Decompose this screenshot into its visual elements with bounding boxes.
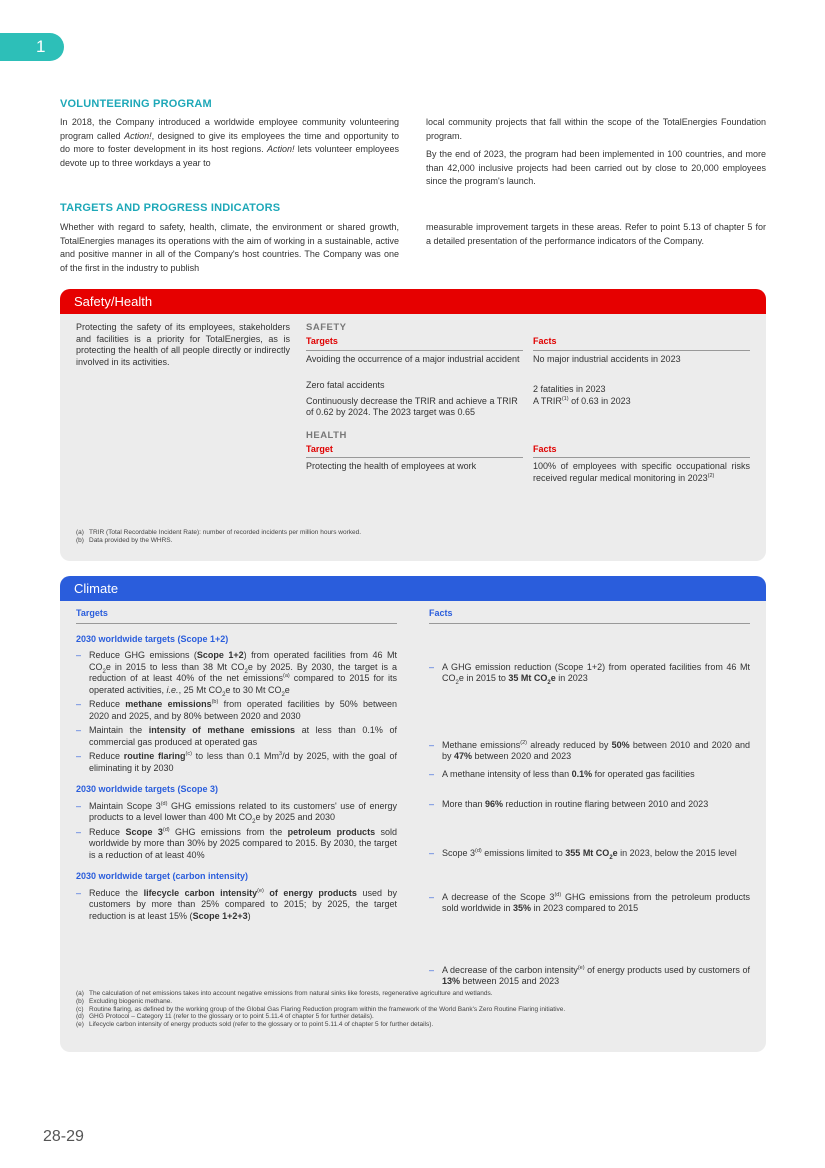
climate-facts-column — [429, 608, 750, 991]
safety-facts-header: Facts — [533, 336, 750, 351]
volunteering-right-paragraph-2: By the end of 2023, the program had been implemented in 100 countries, and more than 42,000 inclusive projects had been carried out by close to 20,000 employees since the program's launch. — [426, 149, 766, 186]
targets-right-paragraph: measurable improvement targets in these areas. Refer to point 5.13 of chapter 5 for a detailed presentation of the performance indicators of the Company. — [426, 222, 766, 246]
list-item: – Reduce Scope 3$^{(d)}$ GHG emissions from the petroleum products sold worldwide by more than 30% by 2025 compared to 2015. By 2030, the target is a reduction of at least 40% — [76, 826, 397, 860]
climate-box — [60, 576, 766, 1052]
climate-footnotes — [76, 990, 565, 1029]
safety-health-table — [306, 322, 751, 484]
page-number: 28-29 — [43, 1128, 84, 1145]
climate-title: Climate — [74, 581, 119, 596]
climate-subheading: 2030 worldwide targets (Scope 3) — [76, 784, 219, 794]
footnote: (a) The calculation of net emissions takes into account negative emissions from natural sinks like forests, regenerative agriculture and wetlands. — [76, 990, 493, 997]
safety-target-cell: Continuously decrease the TRIR and achieve a TRIR of 0.62 by 2024. The 2023 target was 0.65 — [306, 395, 518, 417]
health-header-row — [306, 444, 751, 462]
table-row — [306, 380, 751, 396]
volunteering-left-paragraph: In 2018, the Company introduced a worldwide employee community volunteering program called Action!, designed to give its employees the time and opportunity to do more to foster development in its host regions. Action! lets volunteer employees devote up to three workdays a year to — [60, 117, 399, 168]
health-fact-cell: 100% of employees with specific occupational risks received regular medical monitoring in 2023$^{(2)}$ — [533, 461, 750, 483]
safety-fact-cell: A TRIR$^{(1)}$ of 0.63 in 2023 — [533, 395, 631, 406]
list-item: – A methane intensity of less than 0.1% for operated gas facilities — [429, 768, 695, 779]
climate-targets-header: Targets — [76, 608, 397, 624]
climate-targets-column — [76, 608, 397, 925]
safety-health-title: Safety/Health — [74, 294, 153, 309]
targets-heading: TARGETS AND PROGRESS INDICATORS — [60, 202, 281, 214]
list-item: – Maintain Scope 3$^{(d)}$ GHG emissions related to its customers' use of energy products to a level lower than 400 Mt $CO_2e$ by 2025 and 2030 — [76, 800, 398, 825]
list-item: – Reduce methane emissions$^{(b)}$ from operated facilities by 50% between 2020 and 2025, and by 80% between 2020 and 2030 — [76, 699, 397, 721]
footnote: (b) Data provided by the WHRS. — [76, 536, 173, 544]
footnote: (a) TRIR (Total Recordable Incident Rate): number of recorded incidents per million hours worked. — [76, 529, 362, 536]
list-item: – Reduce the lifecycle carbon intensity$^{(e)}$ of energy products used by customers by more than 25% compared to 2015; by 2025, the target reduction is at least 15% (Scope 1+2+3) — [76, 887, 397, 921]
footnote: (c) Routine flaring, as defined by the working group of the Global Gas Flaring Reduction program within the framework of the World Bank's Zero Routine Flaring initiative. — [76, 1005, 566, 1013]
volunteering-left-column — [60, 116, 399, 175]
health-target-header: Target — [306, 444, 523, 459]
targets-left-column — [60, 221, 399, 280]
safety-health-intro: Protecting the safety of its employees, stakeholders and facilities is a priority for TotalEnergies, as is protecting the health of all people directly or indirectly involved in its activities. — [76, 322, 290, 367]
safety-fact-cell: No major industrial accidents in 2023 — [533, 353, 681, 364]
volunteering-right-column — [426, 116, 766, 194]
climate-subheading: 2030 worldwide targets (Scope 1+2) — [76, 633, 229, 644]
footnote: (e) Lifecycle carbon intensity of energy products sold (refer to the glossary or to point 5.11.4 of chapter 5 for further details). — [76, 1021, 434, 1029]
list-item: – Methane emissions$^{(2)}$ already reduced by 50% between 2010 and 2020 and by 47% between 2020 and 2023 — [429, 739, 750, 761]
safety-fact-cell: 2 fatalities in 2023 — [533, 383, 606, 394]
table-row — [306, 461, 751, 484]
list-item: – Reduce routine flaring$^{(c)}$ to less than 0.1 Mm$^3$/d by 2025, with the goal of eliminating it by 2030 — [76, 751, 398, 773]
safety-label: SAFETY — [306, 322, 347, 333]
list-item: – Reduce GHG emissions (Scope 1+2) from operated facilities from 46 Mt $CO_2e$ in 2015 to less than 38 Mt $CO_2e$ by 2025. By 2030, the target is a reduction of at least 40% of the net emissions$^{(a)}$ compared to 2015 for its operated activities, i.e., 25 Mt $CO_2e$ to 30 Mt $CO_2e$ — [76, 650, 398, 698]
chapter-number: 1 — [36, 37, 46, 56]
footnote: (b) Excluding biogenic methane. — [76, 997, 173, 1005]
safety-target-cell: Zero fatal accidents — [306, 379, 385, 390]
safety-targets-header: Targets — [306, 336, 523, 351]
safety-health-box — [60, 289, 766, 561]
health-facts-header: Facts — [533, 444, 750, 459]
climate-facts-header: Facts — [429, 608, 750, 624]
safety-header-row — [306, 336, 751, 354]
list-item: – More than 96% reduction in routine flaring between 2010 and 2023 — [429, 798, 709, 809]
list-item: – A decrease of the carbon intensity$^{(e)}$ of energy products used by customers of 13% between 2015 and 2023 — [429, 964, 750, 986]
footnote: (d) GHG Protocol – Category 11 (refer to the glossary or to point 5.11.4 of chapter 5 for further details). — [76, 1013, 374, 1021]
safety-target-cell: Avoiding the occurrence of a major industrial accident — [306, 353, 520, 364]
health-target-cell: Protecting the health of employees at work — [306, 461, 477, 471]
list-item: – Scope 3$^{(d)}$ emissions limited to 355 Mt $CO_2e$ in 2023, below the 2015 level — [429, 847, 737, 861]
targets-left-paragraph: Whether with regard to safety, health, climate, the environment or shared growth, TotalEnergies manages its operations with the aim of working in a sustainable, active and positive manner in all of the Company's host countries. The Company was one of the first in the industry to publish — [60, 222, 399, 273]
list-item: – A GHG emission reduction (Scope 1+2) from operated facilities from 46 Mt $CO_2e$ in 2015 to 35 Mt $CO_2e$ in 2023 — [429, 661, 750, 686]
list-item: – A decrease of the Scope 3$^{(d)}$ GHG emissions from the petroleum products sold worldwide in 35% in 2023 compared to 2015 — [429, 891, 750, 913]
targets-right-column — [426, 221, 766, 253]
safety-health-footnotes — [76, 529, 361, 545]
climate-subheading: 2030 worldwide target (carbon intensity) — [76, 871, 249, 881]
table-row — [306, 396, 751, 430]
volunteering-right-paragraph-1: local community projects that fall within the scope of the TotalEnergies Foundation program. — [426, 117, 766, 141]
health-label: HEALTH — [306, 429, 347, 441]
chapter-tab — [0, 33, 64, 61]
safety-health-header — [60, 289, 766, 314]
climate-header — [60, 576, 766, 601]
list-item: – Maintain the intensity of methane emissions at less than 0.1% of commercial gas produced at operated gas — [76, 725, 397, 747]
table-row — [306, 354, 751, 380]
volunteering-heading: VOLUNTEERING PROGRAM — [60, 98, 212, 110]
